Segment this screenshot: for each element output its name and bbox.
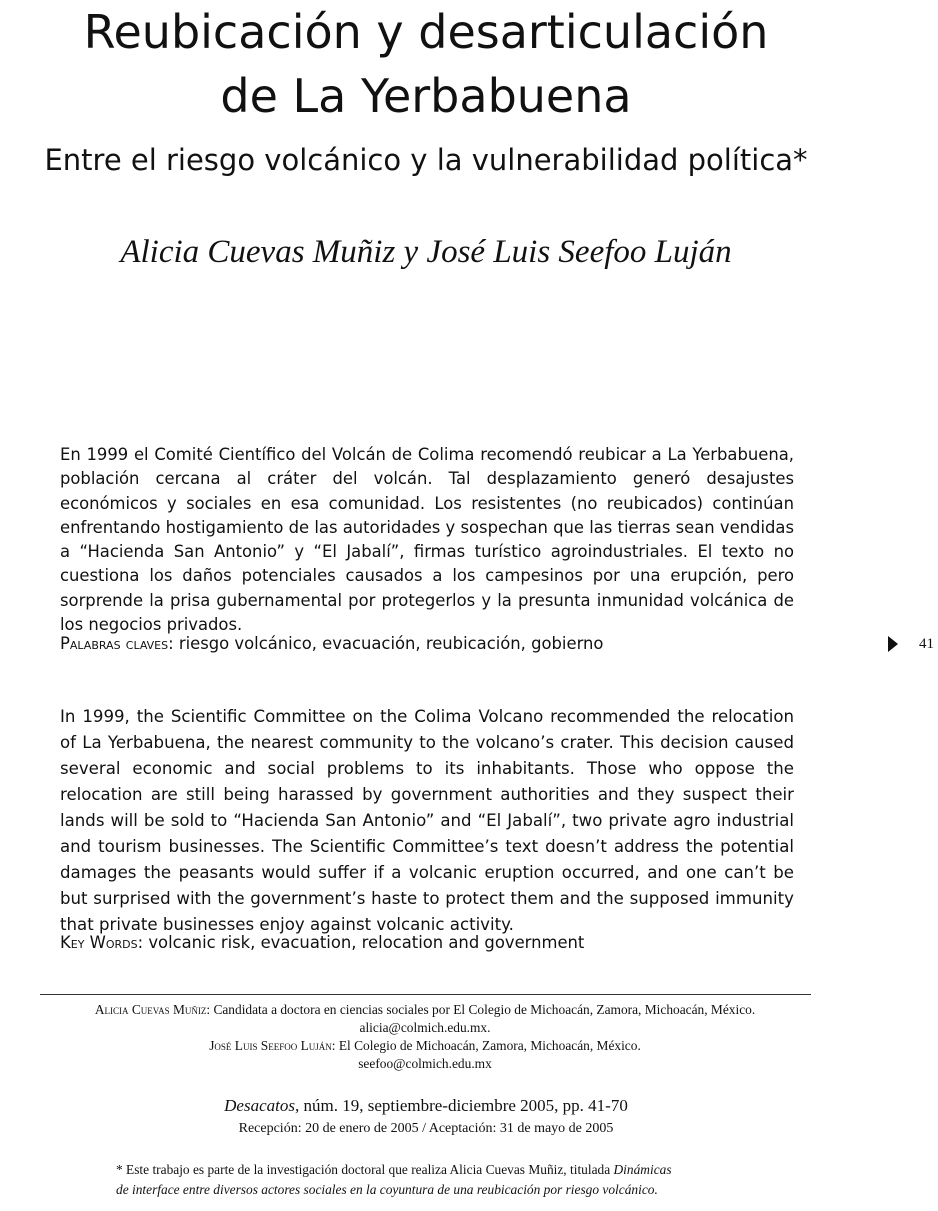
affiliation-author-2-email: seefoo@colmich.edu.mx bbox=[358, 1056, 492, 1071]
keywords-english bbox=[60, 931, 794, 955]
affiliation-author-1 bbox=[20, 1001, 830, 1019]
submission-dates: Recepción: 20 de enero de 2005 / Aceptación: 31 de mayo de 2005 bbox=[238, 1121, 614, 1136]
footnote-line-2-italic: de interface entre diversos actores sociales en la coyuntura de una reubicación por riesgo volcánico. bbox=[116, 1182, 658, 1197]
footnote-line-1-italic: Dinámicas bbox=[613, 1162, 672, 1177]
page-arrow-icon bbox=[888, 636, 898, 652]
article-subtitle: Entre el riesgo volcánico y la vulnerabilidad política* bbox=[44, 143, 808, 177]
title-line-2: de La Yerbabuena bbox=[220, 69, 632, 123]
footnote-line-1-text: * Este trabajo es parte de la investigación doctoral que realiza Alicia Cuevas Muñiz, titulada bbox=[116, 1162, 614, 1177]
affiliation-author-2 bbox=[20, 1037, 830, 1055]
journal-name: Desacatos bbox=[224, 1096, 295, 1115]
footnote bbox=[116, 1160, 756, 1200]
page-marker bbox=[888, 632, 934, 656]
keywords-spanish-text: riesgo volcánico, evacuación, reubicación, gobierno bbox=[178, 634, 604, 653]
keywords-spanish bbox=[60, 632, 794, 656]
article-title bbox=[0, 0, 852, 128]
article-authors: Alicia Cuevas Muñiz y José Luis Seefoo Luján bbox=[120, 234, 732, 270]
title-line-1: Reubicación y desarticulación bbox=[83, 5, 769, 59]
affiliation-author-1-name: Alicia Cuevas Muñiz: bbox=[94, 1002, 211, 1017]
author-affiliations bbox=[20, 1001, 830, 1073]
journal-citation bbox=[0, 1094, 852, 1118]
abstract-english: In 1999, the Scientific Committee on the Colima Volcano recommended the relocation of La Yerbabuena, the nearest community to the volcano’s crater. This decision caused several economic and social problems to its inhabitants. Those who oppose the relocation are still being harassed by government authorities and they suspect their lands will be sold to “Hacienda San Antonio” and “El Jabalí”, two private agro industrial and tourism businesses. The Scientific Committee’s text doesn’t address the potential damages the peasants would suffer if a volcanic eruption occurred, and one can’t be but surprised with the government’s haste to protect them and the supposed immunity that private businesses enjoy against volcanic activity. bbox=[60, 707, 794, 934]
affiliation-author-1-email: alicia@colmich.edu.mx. bbox=[359, 1020, 491, 1035]
abstract-spanish: En 1999 el Comité Científico del Volcán de Colima recomendó reubicar a La Yerbabuena, población cercana al cráter del volcán. Tal desplazamiento generó desajustes económicos y sociales en esa comunidad. Los resistentes (no reubicados) continúan enfrentando hostigamiento de las autoridades y sospechan que las tierras sean vendidas a “Hacienda San Antonio” y “El Jabalí”, firmas turístico agroindustriales. El texto no cuestiona los daños potenciales causados a los campesinos por una erupción, pero sorprende la prisa gubernamental por protegerlos y la presunta inmunidad volcánica de los negocios privados. bbox=[60, 445, 794, 635]
footnote-line-2 bbox=[116, 1180, 756, 1200]
keywords-english-text: volcanic risk, evacuation, relocation and government bbox=[148, 933, 585, 952]
affiliation-author-2-name: José Luis Seefoo Luján: bbox=[209, 1038, 336, 1053]
footnote-divider bbox=[40, 994, 811, 995]
footnote-line-1 bbox=[116, 1160, 756, 1180]
keywords-spanish-label: Palabras claves: bbox=[60, 634, 174, 653]
affiliation-author-1-text: Candidata a doctora en ciencias sociales por El Colegio de Michoacán, Zamora, Michoacán, México. bbox=[213, 1002, 756, 1017]
keywords-english-label: Key Words: bbox=[60, 933, 144, 952]
affiliation-author-2-text: El Colegio de Michoacán, Zamora, Michoacán, México. bbox=[338, 1038, 641, 1053]
citation-details: , núm. 19, septiembre-diciembre 2005, pp. 41-70 bbox=[294, 1096, 628, 1115]
page-number: 41 bbox=[919, 636, 934, 652]
